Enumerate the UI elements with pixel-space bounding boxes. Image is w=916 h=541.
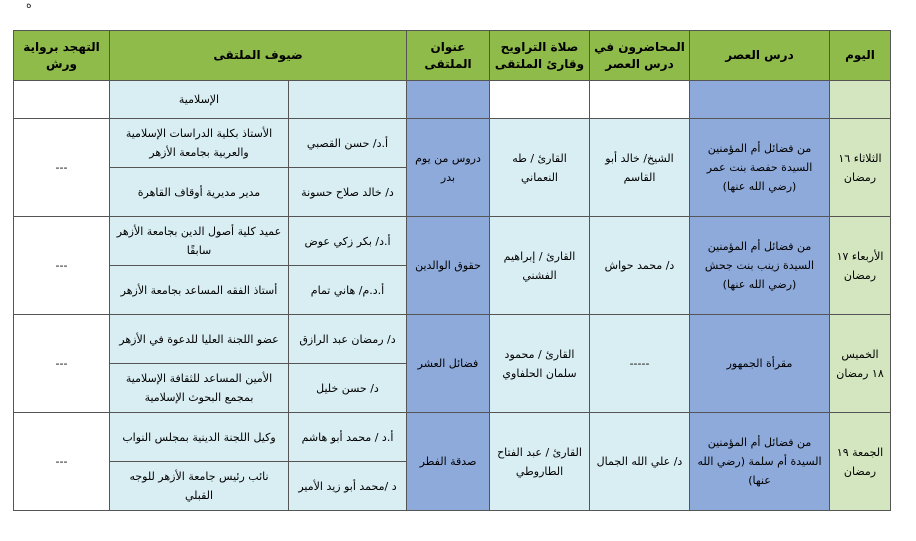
guest-title: نائب رئيس جامعة الأزهر للوجه القبلي — [110, 462, 289, 511]
page-marker: ه — [26, 0, 32, 11]
lecturer-cell: ----- — [590, 315, 690, 413]
guest-title: مدير مديرية أوقاف القاهرة — [110, 168, 289, 217]
warsh-cell: --- — [14, 119, 110, 217]
guest-title: وكيل اللجنة الدينية بمجلس النواب — [110, 413, 289, 462]
lecturer-cell: د/ علي الله الجمال — [590, 413, 690, 511]
guest-name: أ.د / محمد أبو هاشم — [289, 413, 407, 462]
lecturer-cell: د/ محمد حواش — [590, 217, 690, 315]
continuation-row — [14, 81, 891, 119]
guest-name: أ.د/ بكر زكي عوض — [289, 217, 407, 266]
reciter-cell: القارئ / محمود سلمان الحلفاوي — [490, 315, 590, 413]
continuation-guest-title: الإسلامية — [110, 81, 289, 119]
guest-name: د/ رمضان عبد الرازق — [289, 315, 407, 364]
asr-lesson-cell: من فضائل أم المؤمنين السيدة حفصة بنت عمر (رضي الله عنها) — [690, 119, 830, 217]
header-forum-title: عنوان الملتقى — [407, 31, 490, 81]
warsh-cell: --- — [14, 315, 110, 413]
warsh-cell: --- — [14, 217, 110, 315]
guest-name: د /محمد أبو زيد الأمير — [289, 462, 407, 511]
continuation-forum-cell — [407, 81, 490, 119]
day-cell: الجمعة ١٩ رمضان — [830, 413, 891, 511]
guest-name: د/ خالد صلاح حسونة — [289, 168, 407, 217]
forum-title-cell: دروس من يوم بدر — [407, 119, 490, 217]
header-asr-lecturers: المحاضرون في درس العصر — [590, 31, 690, 81]
asr-lesson-cell: من فضائل أم المؤمنين السيدة زينب بنت جحش (رضي الله عنها) — [690, 217, 830, 315]
continuation-reciter-cell — [490, 81, 590, 119]
header-forum-guests: ضيوف الملتقى — [110, 31, 407, 81]
table-row — [14, 217, 891, 266]
guest-title: الأستاذ بكلية الدراسات الإسلامية والعربية بجامعة الأزهر — [110, 119, 289, 168]
reciter-cell: القارئ / طه النعماني — [490, 119, 590, 217]
asr-lesson-cell: من فضائل أم المؤمنين السيدة أم سلمة (رضي الله عنها) — [690, 413, 830, 511]
guest-name: د/ حسن خليل — [289, 364, 407, 413]
continuation-guest-name-cell — [289, 81, 407, 119]
asr-lesson-cell: مقرأة الجمهور — [690, 315, 830, 413]
table-row — [14, 119, 891, 168]
continuation-lecturer-cell — [590, 81, 690, 119]
reciter-cell: القارئ / إبراهيم الفشني — [490, 217, 590, 315]
header-asr-lesson: درس العصر — [690, 31, 830, 81]
day-cell: الأربعاء ١٧ رمضان — [830, 217, 891, 315]
continuation-warsh-cell — [14, 81, 110, 119]
day-cell: الخميس ١٨ رمضان — [830, 315, 891, 413]
day-cell: الثلاثاء ١٦ رمضان — [830, 119, 891, 217]
table-row — [14, 315, 891, 364]
header-row — [14, 31, 891, 81]
guest-title: أستاذ الفقه المساعد بجامعة الأزهر — [110, 266, 289, 315]
warsh-cell: --- — [14, 413, 110, 511]
continuation-asr-cell — [690, 81, 830, 119]
continuation-day-cell — [830, 81, 891, 119]
header-warsh: التهجد برواية ورش — [14, 31, 110, 81]
forum-title-cell: فضائل العشر — [407, 315, 490, 413]
guest-title: الأمين المساعد للثقافة الإسلامية بمجمع البحوث الإسلامية — [110, 364, 289, 413]
header-taraweeh: صلاة التراويح وقارئ الملتقى — [490, 31, 590, 81]
guest-title: عضو اللجنة العليا للدعوة في الأزهر — [110, 315, 289, 364]
guest-name: أ.د/ حسن القصبي — [289, 119, 407, 168]
guest-title: عميد كلية أصول الدين بجامعة الأزهر سابقًا — [110, 217, 289, 266]
header-day: اليوم — [830, 31, 891, 81]
reciter-cell: القارئ / عبد الفتاح الطاروطي — [490, 413, 590, 511]
guest-name: أ.د.م/ هاني تمام — [289, 266, 407, 315]
lecturer-cell: الشيخ/ خالد أبو القاسم — [590, 119, 690, 217]
forum-title-cell: حقوق الوالدين — [407, 217, 490, 315]
forum-title-cell: صدقة الفطر — [407, 413, 490, 511]
ramadan-schedule-table — [13, 30, 891, 511]
table-row — [14, 413, 891, 462]
